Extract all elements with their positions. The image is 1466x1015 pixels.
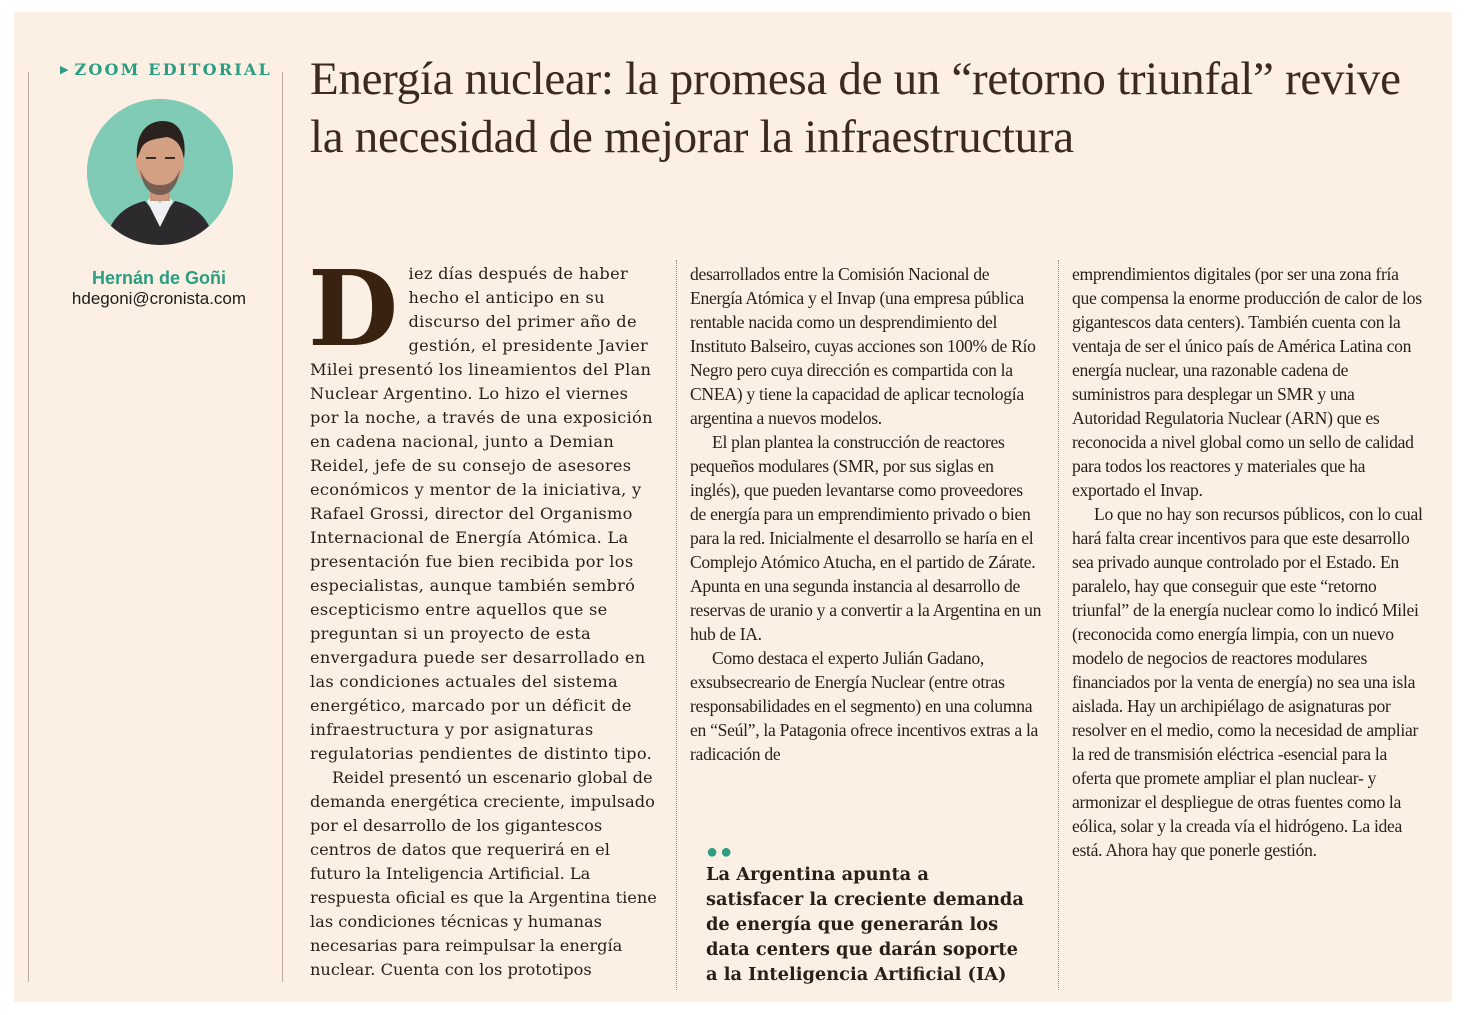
pullquote-dots-icon: ●● <box>706 841 735 863</box>
author-portrait-image <box>87 99 233 245</box>
section-label-text: ZOOM EDITORIAL <box>74 60 272 79</box>
article-paragraph: emprendimientos digitales (por ser una zona fría que compensa la enorme producción de calor de los gigantescos data centers). También cuenta con la ventaja de ser el único país de América Latina con energía nuclear, una razonable cadena de suministros para desplegar un SMR y una Autoridad Regulatoria Nuclear (ARN) que es reconocida a nivel global como un sello de calidad para todos los reactores y materiales que ha exportado el Invap. <box>1072 264 1422 500</box>
article-paragraph: El plan plantea la construcción de reactores pequeños modulares (SMR, por sus siglas en inglés), que pueden levantarse como proveedores de energía para un emprendimiento privado o bien para la red. Inicialmente el desarrollo se haría en el Complejo Atómico Atucha, en el partido de Zárate. Apunta en una segunda instancia al desarrollo de reservas de uranio y a convertir a la Argentina en un hub de IA. <box>690 432 1042 644</box>
article-column-3 <box>1072 262 1424 862</box>
column-divider <box>676 260 677 990</box>
section-label <box>60 60 272 79</box>
drop-cap: D <box>308 247 399 370</box>
sidebar-divider-rule <box>282 72 283 982</box>
article-paragraph: Reidel presentó un escenario global de demanda energética creciente, impulsado por el desarrollo de los gigantescos centros de datos que requerirá en el futuro la Inteligencia Artificial. La respuesta oficial es que la Argentina tiene las condiciones técnicas y humanas necesarias para reimpulsar la energía nuclear. Cuenta con los prototipos <box>310 768 657 979</box>
left-border-rule <box>28 72 29 982</box>
author-email: hdegoni@cronista.com <box>71 289 247 308</box>
author-avatar <box>87 99 233 245</box>
triangle-right-icon: ▶ <box>60 63 69 76</box>
article-paragraph <box>308 247 660 766</box>
article-paragraph: Lo que no hay son recursos públicos, con lo cual hará falta crear incentivos para que este desarrollo sea privado aunque controlado por el Estado. En paralelo, hay que conseguir que este “retorno triunfal” de la energía nuclear como lo indicó Milei (reconocida como energía limpia, con un nuevo modelo de negocios de reactores modulares financiados por la venta de energía) no sea una isla aislada. Hay un archipiélago de asignaturas por resolver en el medio, como la necesidad de ampliar la red de transmisión eléctrica -esencial para la oferta que promete ampliar el plan nuclear- y armonizar el despliegue de otras fuentes como la eólica, solar y la creada vía el hidrógeno. La idea está. Ahora hay que ponerle gestión. <box>1072 504 1423 860</box>
article-paragraph: Como destaca el experto Julián Gadano, exsubsecreario de Energía Nuclear (entre otras responsabilidades en el segmento) en una columna en “Seúl”, la Patagonia ofrece incentivos extras a la radicación de <box>690 648 1039 764</box>
first-paragraph-text: iez días después de haber hecho el anticipo en su discurso del primer año de gestión, el presidente Javier Milei presentó los lineamientos del Plan Nuclear Argentino. Lo hizo el viernes por la noche, a través de una exposición en cadena nacional, junto a Demian Reidel, jefe de su consejo de asesores económicos y mentor de la iniciativa, y Rafael Grossi, director del Organismo Internacional de Energía Atómica. La presentación fue bien recibida por los especialistas, aunque también sembró escepticismo entre aquellos que se preguntan si un proyecto de esta envergadura puede ser desarrollado en las condiciones actuales del sistema energético, marcado por un déficit de infraestructura y por asignaturas regulatorias pendientes de distinto tipo. <box>310 264 653 763</box>
article-column-2 <box>690 262 1042 766</box>
column-divider <box>1058 260 1059 990</box>
article-column-1 <box>308 247 660 982</box>
pullquote: La Argentina apunta a satisfacer la creciente demanda de energía que generarán los data centers que darán soporte a la Inteligencia Artificial (IA) <box>706 864 1024 985</box>
newspaper-page <box>14 12 1452 1002</box>
author-name: Hernán de Goñi <box>91 268 226 288</box>
article-paragraph: desarrollados entre la Comisión Nacional de Energía Atómica y el Invap (una empresa pública rentable nacida como un desprendimiento del Instituto Balseiro, cuyas acciones son 100% de Río Negro pero cuya dirección es compartida con la CNEA) y tiene la capacidad de aplicar tecnología argentina a nuevos modelos. <box>690 264 1036 428</box>
headline: Energía nuclear: la promesa de un “retorno triunfal” revive la necesidad de mejorar la infraestructura <box>310 53 1401 163</box>
